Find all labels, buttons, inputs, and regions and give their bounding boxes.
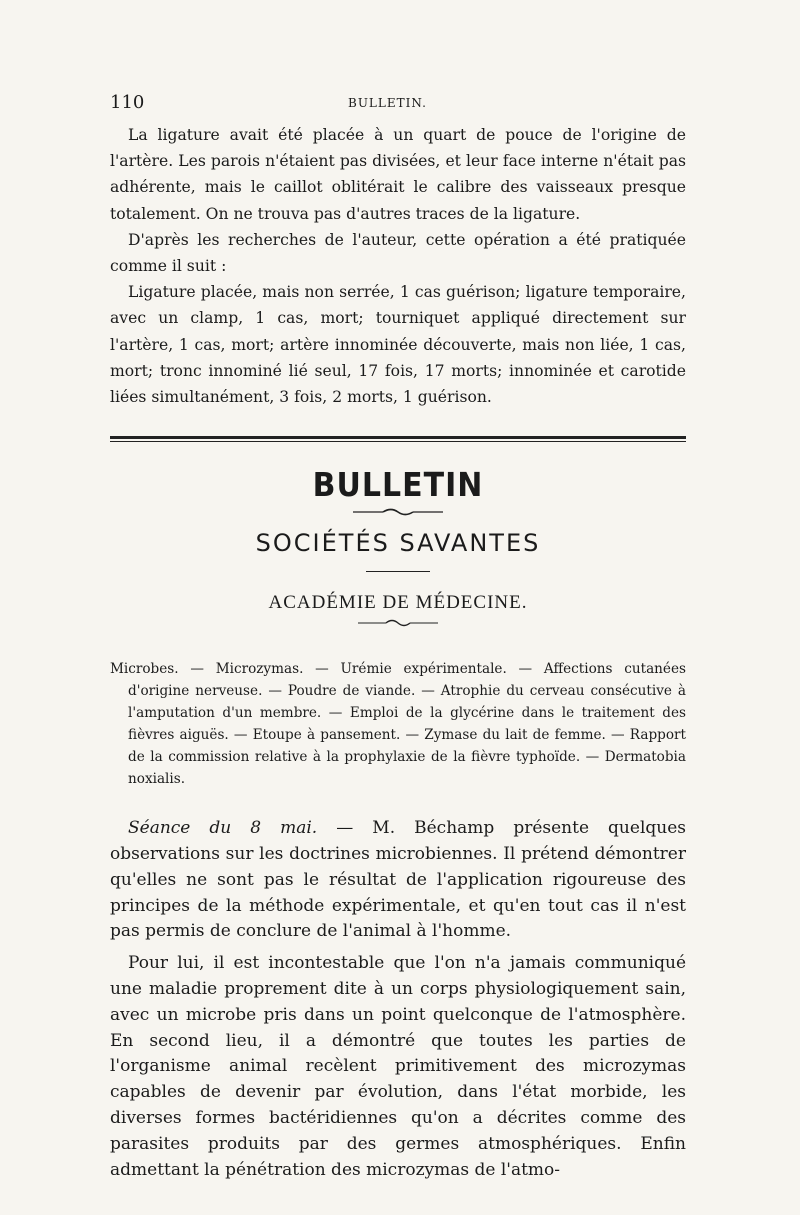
- short-rule: [366, 571, 430, 572]
- page-number: 110: [110, 92, 145, 113]
- thick-rule: [110, 436, 686, 439]
- section-title: BULLETIN: [312, 466, 484, 505]
- session-date: Séance du 8 mai.: [128, 818, 318, 839]
- running-title: BULLETIN.: [348, 96, 427, 110]
- running-head: [110, 92, 686, 122]
- intro-paragraph: Ligature placée, mais non serrée, 1 cas guérison; ligature temporaire, avec un clamp, 1 cas, mort; tourniquet appliqué directement sur l'artère, 1 cas, mort; artère innominée découverte, mais non liée, 1 cas, mort; tronc innominé lié seul, 17 fois, 17 morts; innominée et carotide liées simultanément, 3 fois, 2 morts, 1 guérison.: [110, 283, 686, 407]
- society-heading: ACADÉMIE DE MÉDECINE.: [268, 592, 528, 614]
- body-paragraph: Pour lui, il est incontestable que l'on n'a jamais communiqué une maladie proprement dite à un corps physiologiquement sain, avec un microbe pris dans un point quelconque de l'atmosphère. En second lieu, il a démontré que toutes les parties de l'organisme animal recèlent primitivement des microzymas capables de devenir par évolution, dans l'état morbide, les diverses formes bactéridiennes qu'on a décrites comme des parasites produits par des germes atmosphériques. Enfin admettant la pénétration des microzymas de l'atmo-: [110, 953, 686, 1180]
- body-text: — M. Béchamp présente quelques observations sur les doctrines microbiennes. Il prétend démontrer qu'elles ne sont pas le résultat de l'application rigoureuse des principes de la méthode expérimentale, et qu'en tout cas il n'est pas permis de conclure de l'animal à l'homme.: [110, 818, 686, 942]
- page: [110, 92, 686, 1183]
- section-subtitle: SOCIÉTÉS SAVANTES: [255, 529, 541, 558]
- body-paragraph: [110, 816, 686, 945]
- ornament-icon: [358, 618, 438, 628]
- thin-rule: [110, 441, 686, 442]
- intro-paragraph: La ligature avait été placée à un quart de pouce de l'origine de l'artère. Les parois n'étaient pas divisées, et leur face interne n'était pas adhérente, mais le caillot oblitérait le calibre des vaisseaux presque totalement. On ne trouva pas d'autres traces de la ligature.: [110, 126, 686, 223]
- ornament-icon: [353, 507, 443, 517]
- section-divider: [110, 436, 686, 442]
- intro-paragraph: D'après les recherches de l'auteur, cette opération a été pratiquée comme il suit :: [110, 230, 686, 276]
- session-summary: Microbes. — Microzymas. — Urémie expérimentale. — Affections cutanées d'origine nerveuse. — Poudre de viande. — Atrophie du cerveau consécutive à l'amputation d'un membre. — Emploi de la glycérine dans le traitement des fièvres aiguës. — Etoupe à pansement. — Zymase du lait de femme. — Rapport de la commission relative à la prophylaxie de la fièvre typhoïde. — Dermatobia noxialis.: [110, 661, 686, 788]
